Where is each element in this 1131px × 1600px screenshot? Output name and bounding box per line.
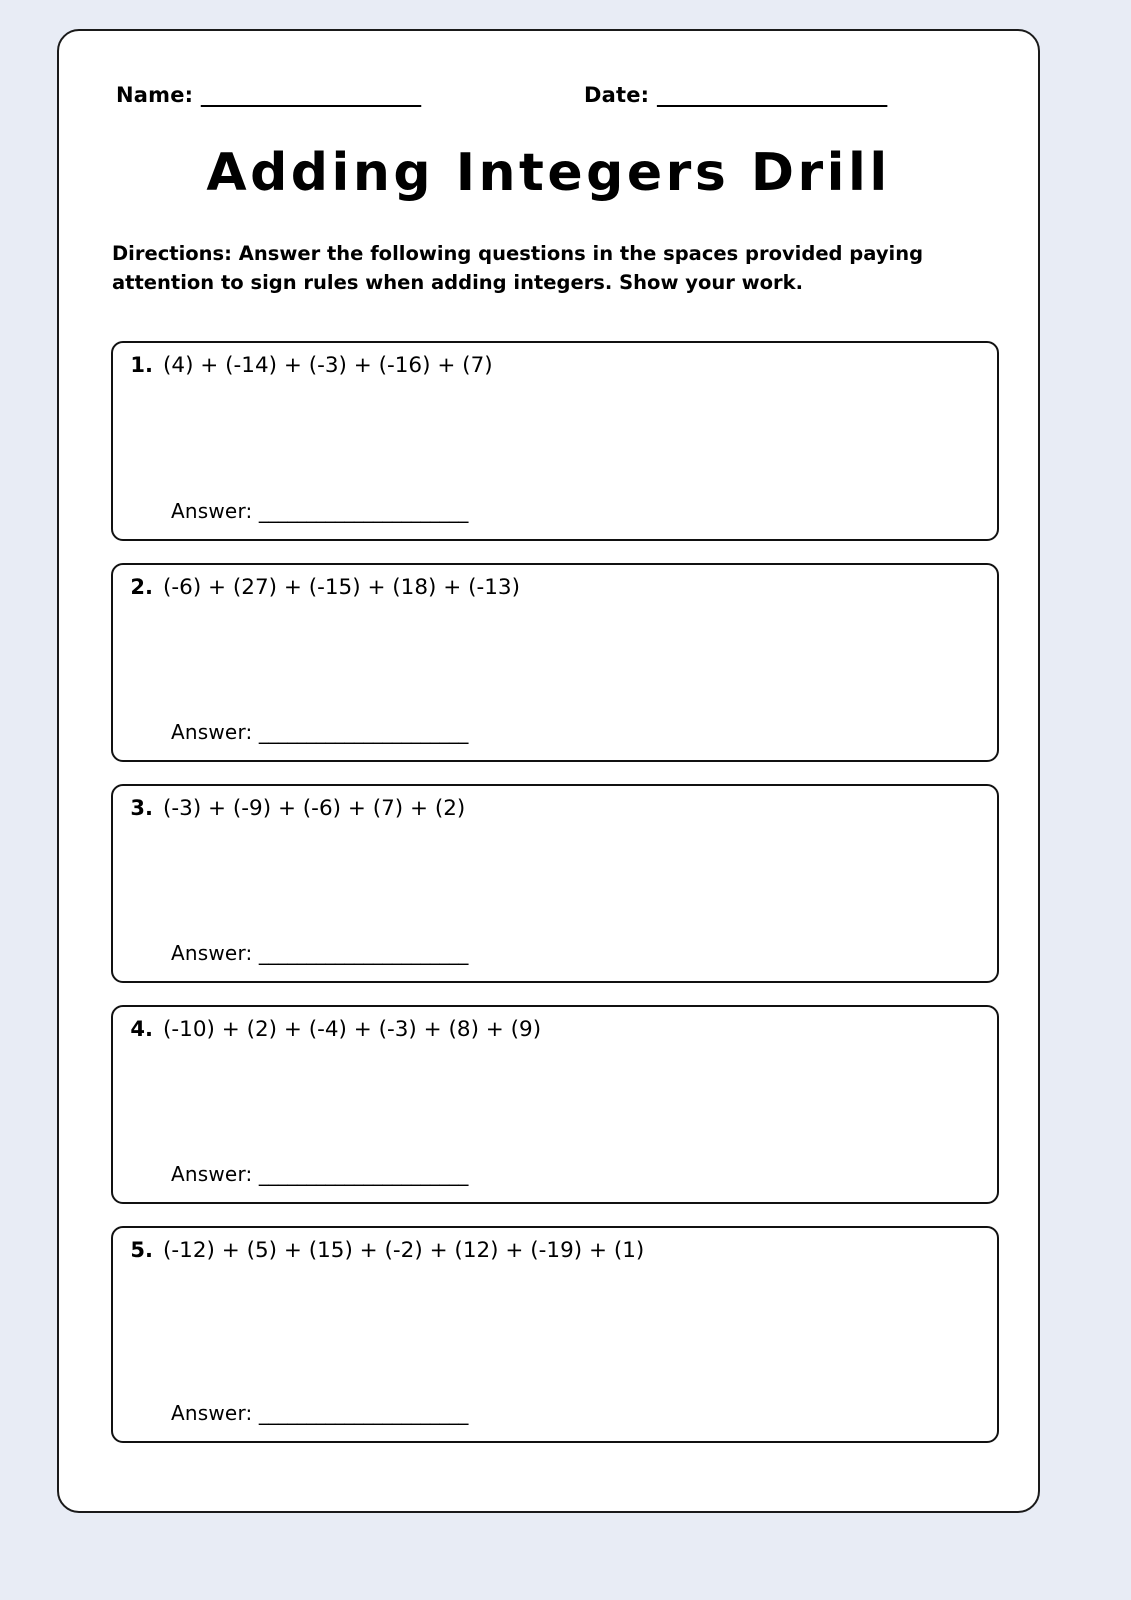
answer-field: [171, 1162, 468, 1186]
answer-field: [171, 941, 468, 965]
problem-header: [127, 1017, 541, 1042]
answer-field: [171, 1401, 468, 1425]
answer-blank[interactable]: ______________________: [258, 499, 468, 523]
worksheet-page: [57, 29, 1040, 1513]
problem-number: 5.: [130, 1238, 153, 1262]
problem-expression: (-3) + (-9) + (-6) + (7) + (2): [163, 796, 466, 821]
student-header: [59, 83, 1038, 123]
name-blank[interactable]: ______________________: [200, 83, 421, 107]
date-label: Date:: [584, 83, 650, 107]
date-field: [584, 83, 887, 107]
answer-label: Answer:: [171, 720, 253, 744]
answer-label: Answer:: [171, 941, 253, 965]
problem-list: [111, 341, 999, 1465]
answer-blank[interactable]: ______________________: [258, 1401, 468, 1425]
answer-label: Answer:: [171, 1162, 253, 1186]
problem-header: [127, 796, 465, 821]
problem-header: [127, 1238, 644, 1263]
problem-number: 4.: [130, 1017, 153, 1041]
answer-blank[interactable]: ______________________: [258, 941, 468, 965]
problem-item: [111, 341, 999, 541]
date-blank[interactable]: _______________________: [656, 83, 887, 107]
directions-text: Directions: Answer the following questions in the spaces provided paying attention to sign rules when adding integers. Show your work.: [112, 242, 924, 295]
name-label: Name:: [116, 83, 194, 107]
problem-number: 2.: [130, 575, 153, 599]
name-field: [116, 83, 421, 107]
problem-number: 1.: [130, 353, 153, 377]
problem-item: [111, 563, 999, 762]
answer-blank[interactable]: ______________________: [258, 720, 468, 744]
answer-field: [171, 720, 468, 744]
answer-label: Answer:: [171, 1401, 253, 1425]
problem-header: [127, 353, 493, 378]
problem-expression: (-6) + (27) + (-15) + (18) + (-13): [163, 575, 520, 600]
page-title: Adding Integers Drill: [206, 143, 891, 203]
problem-expression: (-10) + (2) + (-4) + (-3) + (8) + (9): [163, 1017, 542, 1042]
answer-blank[interactable]: ______________________: [258, 1162, 468, 1186]
problem-expression: (-12) + (5) + (15) + (-2) + (12) + (-19) + (1): [163, 1238, 645, 1263]
problem-item: [111, 784, 999, 983]
answer-field: [171, 499, 468, 523]
problem-header: [127, 575, 520, 600]
answer-label: Answer:: [171, 499, 253, 523]
problem-expression: (4) + (-14) + (-3) + (-16) + (7): [163, 353, 493, 378]
problem-item: [111, 1226, 999, 1443]
problem-number: 3.: [130, 796, 153, 820]
problem-item: [111, 1005, 999, 1204]
